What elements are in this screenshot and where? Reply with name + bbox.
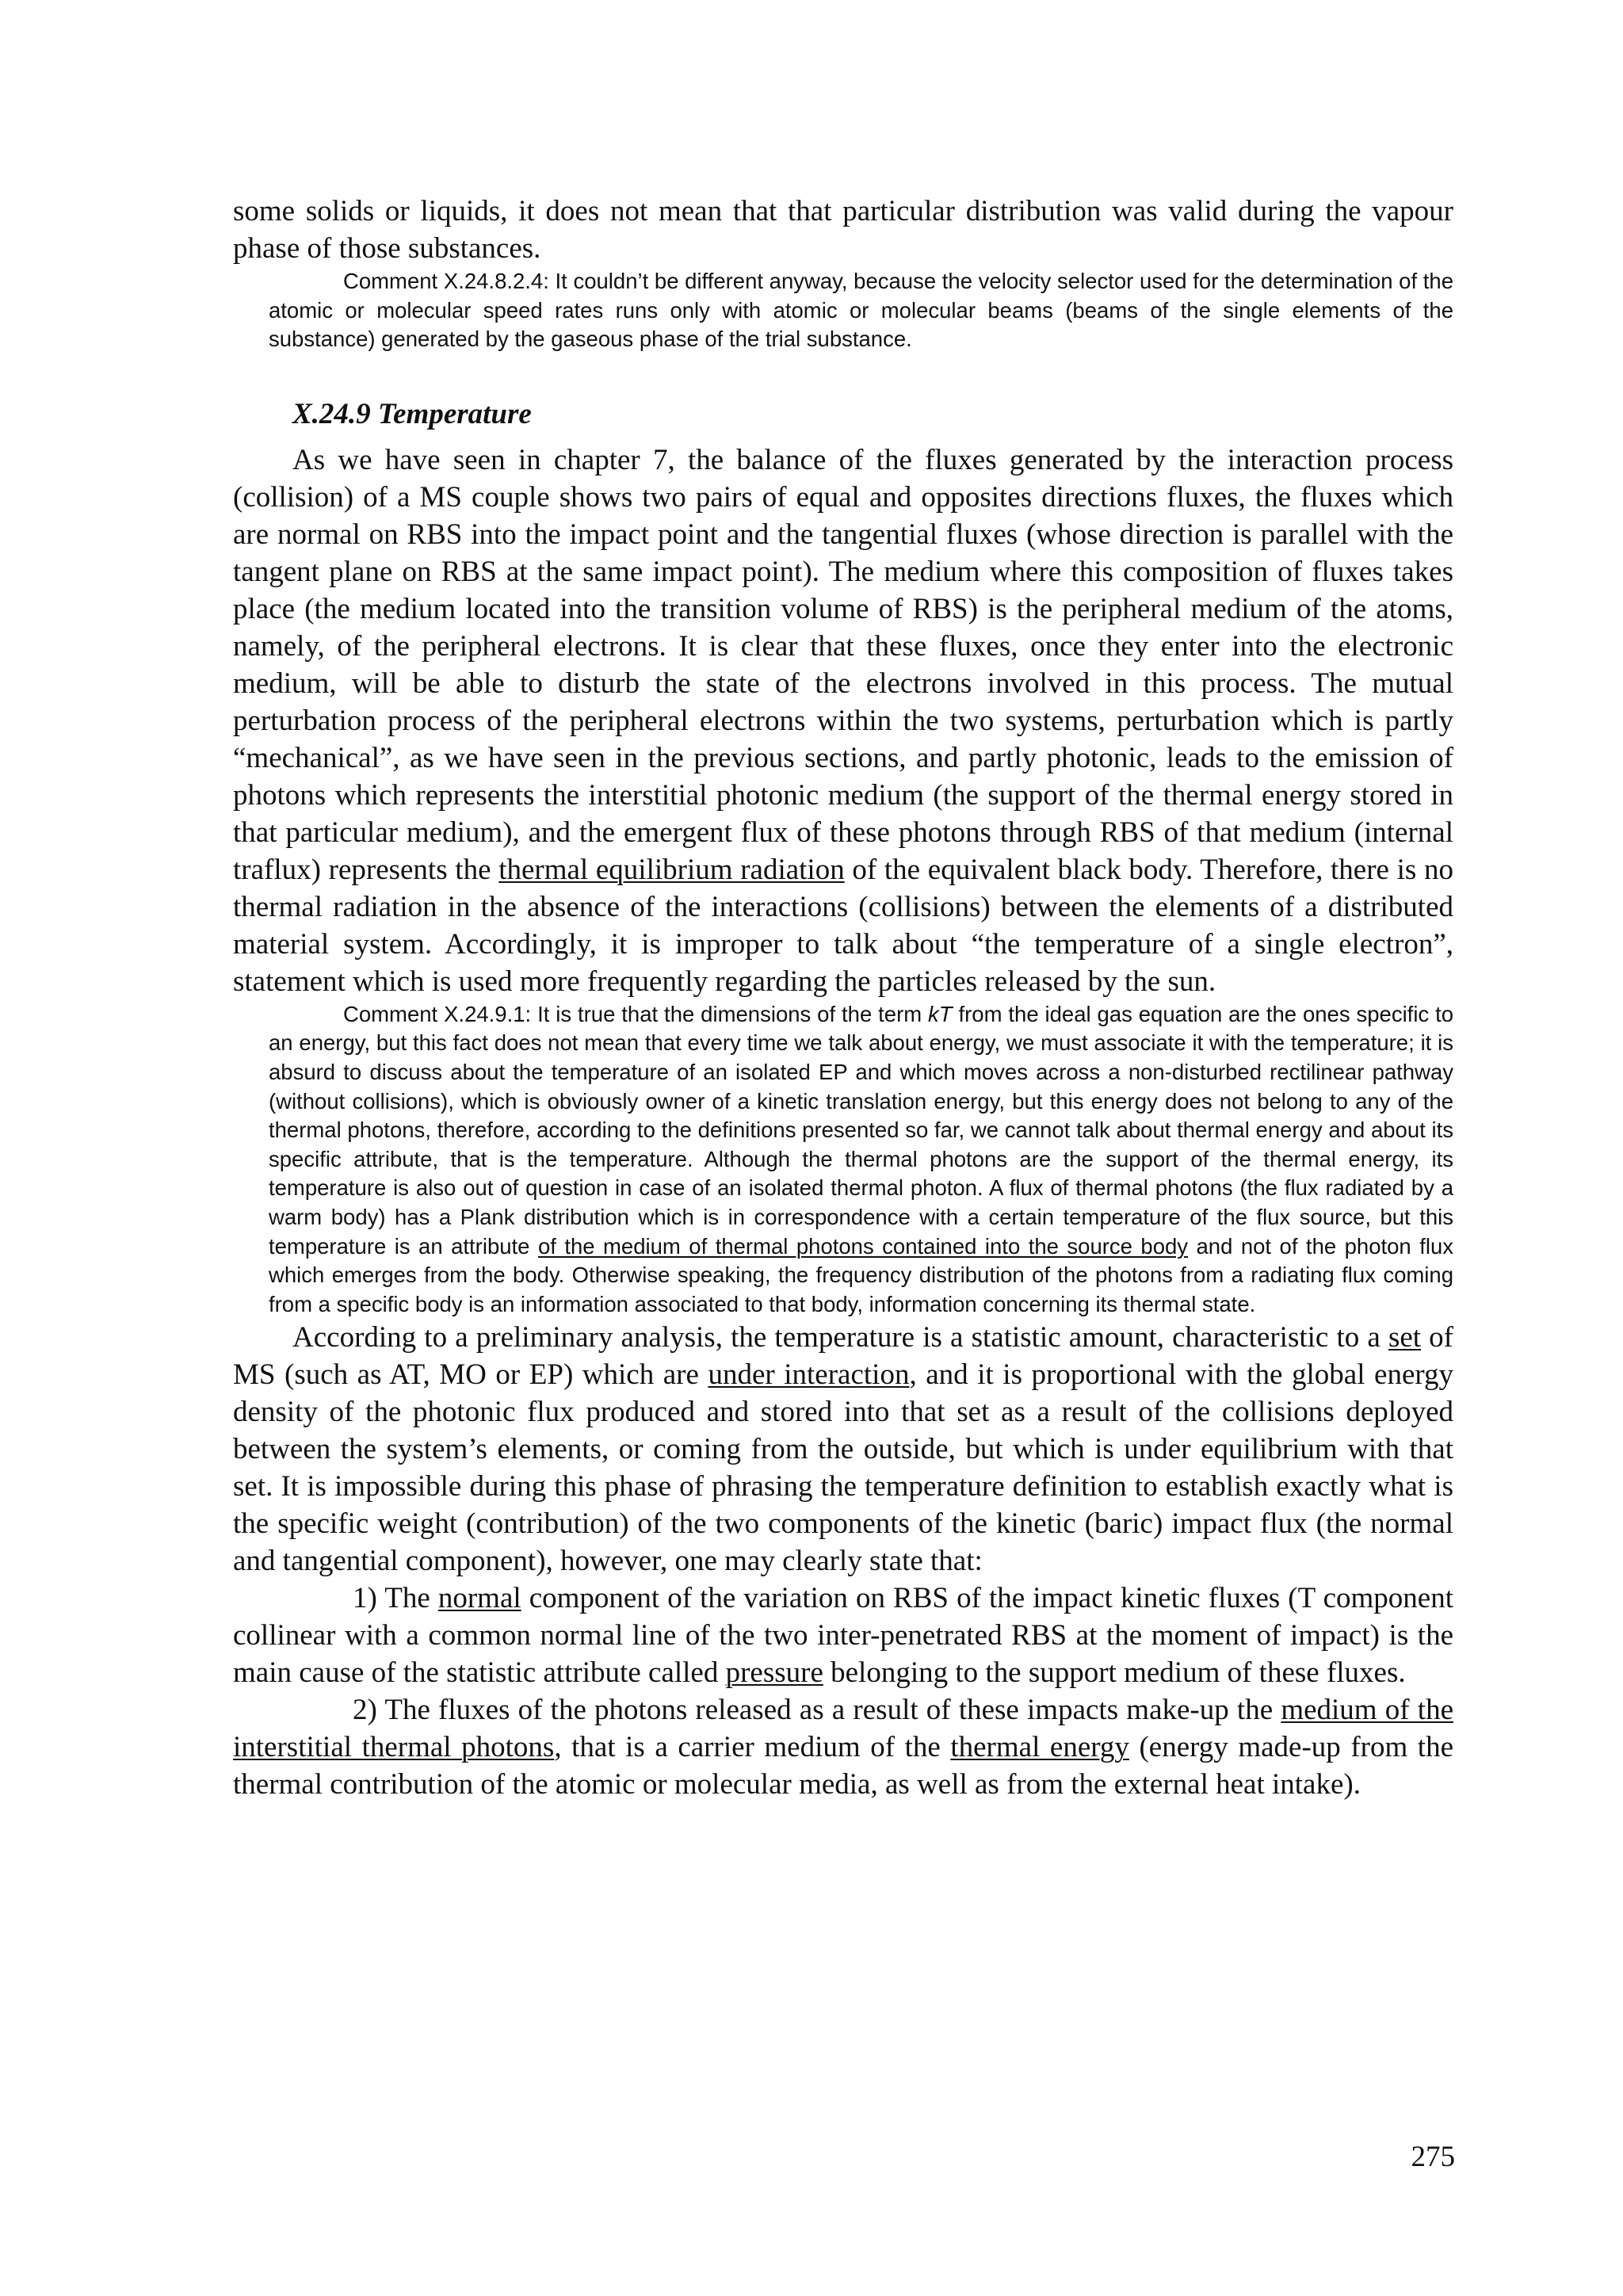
underlined-term: thermal equilibrium radiation: [498, 853, 845, 886]
comment-x-24-8-2-4: Comment X.24.8.2.4: It couldn’t be different anyway, because the velocity selector used for the determination of the atomic or molecular speed rates runs only with atomic or molecular beams (beams of the single elements of the substance) generated by the gaseous phase of the trial substance.: [269, 269, 1453, 352]
underlined-term: under interaction: [708, 1358, 910, 1392]
underlined-term: set: [1388, 1321, 1422, 1354]
underlined-term: pressure: [725, 1656, 823, 1690]
continuation-paragraph: some solids or liquids, it does not mean that that particular distribution was valid during the vapour phase of those substances.: [233, 195, 1453, 265]
page-body: [233, 193, 1453, 1803]
underlined-term: medium of the interstitial thermal photons: [233, 1694, 1453, 1764]
list-item-1: 1) The normal component of the variation on RBS of the impact kinetic fluxes (T component collinear with a common normal line of the two inter-penetrated RBS at the moment of impact) is the main cause of the statistic attribute called pressure belonging to the support medium of these fluxes.: [233, 1582, 1453, 1690]
underlined-term: normal: [437, 1582, 521, 1615]
paragraph-temperature-definition: According to a preliminary analysis, the temperature is a statistic amount, characteristic to a set of MS (such as AT, MO or EP) which are under interaction, and it is proportional with the global energy density of the photonic flux produced and stored into that set as a result of the collisions deployed between the system’s elements, or coming from the outside, but which is under equilibrium with that set. It is impossible during this phase of phrasing the temperature definition to establish exactly what is the specific weight (contribution) of the two components of the kinetic (baric) impact flux (the normal and tangential component), however, one may clearly state that:: [233, 1321, 1454, 1578]
page-number: 275: [1411, 2141, 1455, 2173]
paragraph-temperature-intro: As we have seen in chapter 7, the balance of the fluxes generated by the interaction process (collision) of a MS couple shows two pairs of equal and opposites directions fluxes, the fluxes which are normal on RBS into the impact point and the tangential fluxes (whose direction is parallel with the tangent plane on RBS at the same impact point). The medium where this composition of fluxes takes place (the medium located into the transition volume of RBS) is the peripheral medium of the atoms, namely, of the peripheral electrons. It is clear that these fluxes, once they enter into the electronic medium, will be able to disturb the state of the electrons involved in this process. The mutual perturbation process of the peripheral electrons within the two systems, perturbation which is partly “mechanical”, as we have seen in the previous sections, and partly photonic, leads to the emission of photons which represents the interstitial photonic medium (the support of the thermal energy stored in that particular medium), and the emergent flux of these photons through RBS of that medium (internal traflux) represents the thermal equilibrium radiation of the equivalent black body. Therefore, there is no thermal radiation in the absence of the interactions (collisions) between the elements of a distributed material system. Accordingly, it is improper to talk about “the temperature of a single electron”, statement which is used more frequently regarding the particles released by the sun.: [233, 443, 1454, 998]
list-item-2: 2) The fluxes of the photons released as a result of these impacts make-up the medium of the interstitial thermal photons, that is a carrier medium of the thermal energy (energy made-up from the thermal contribution of the atomic or molecular media, as well as from the external heat intake).: [233, 1694, 1453, 1801]
underlined-term: thermal energy: [950, 1731, 1129, 1764]
section-heading: X.24.9 Temperature: [292, 397, 532, 430]
underlined-term: of the medium of thermal photons contained into the source body: [537, 1233, 1189, 1259]
comment-x-24-9-1: Comment X.24.9.1: It is true that the dimensions of the term kT from the ideal gas equation are the ones specific to an energy, but this fact does not mean that every time we talk about energy, we must associate it with the temperature; it is absurd to discuss about the temperature of an isolated EP and which moves across a non-disturbed rectilinear pathway (without collisions), which is obviously owner of a kinetic translation energy, but this energy does not belong to any of the thermal photons, therefore, according to the definitions presented so far, we cannot talk about thermal energy and about its specific attribute, that is the temperature. Although the thermal photons are the support of the thermal energy, its temperature is also out of question in case of an isolated thermal photon. A flux of thermal photons (the flux radiated by a warm body) has a Plank distribution which is in correspondence with a certain temperature of the flux source, but this temperature is an attribute of the medium of thermal photons contained into the source body and not of the photon flux which emerges from the body. Otherwise speaking, the frequency distribution of the photons from a radiating flux coming from a specific body is an information associated to that body, information concerning its thermal state.: [269, 1001, 1454, 1316]
